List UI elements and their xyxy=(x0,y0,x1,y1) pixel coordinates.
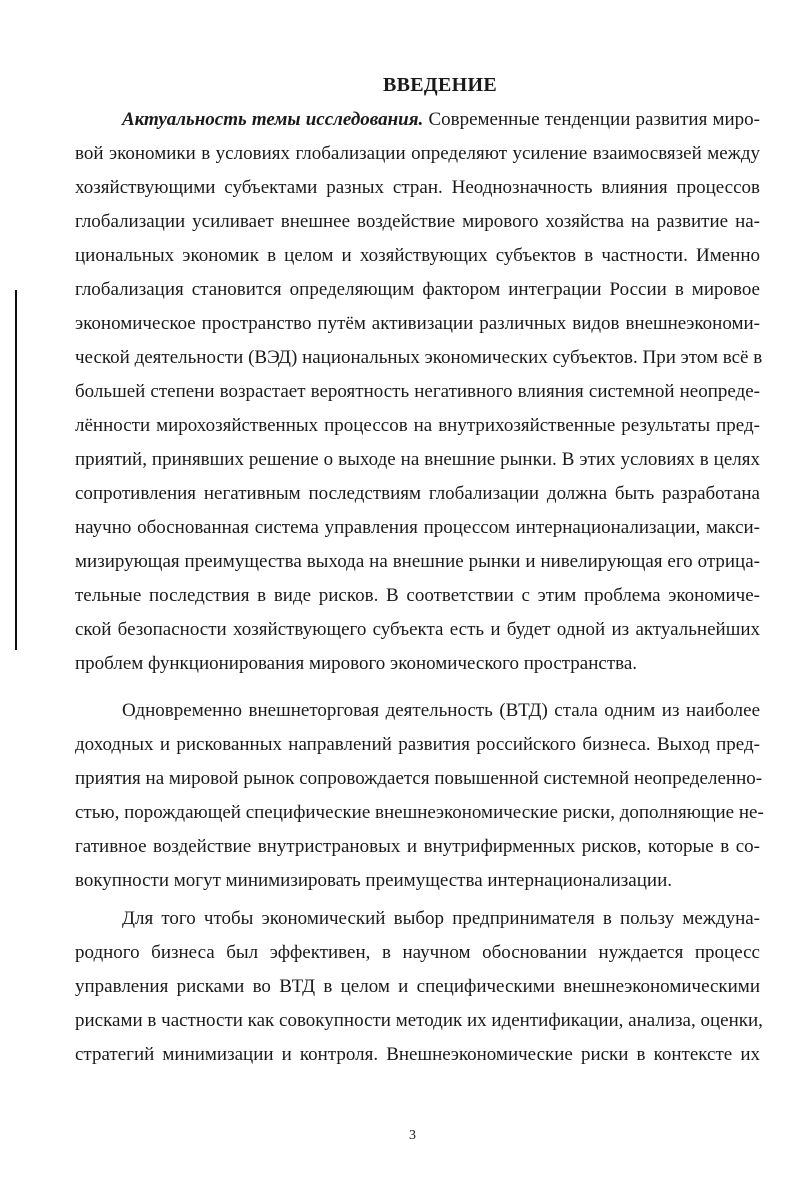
paragraph-line: стратегий минимизации и контроля. Внешнеэкономические риски в контексте их xyxy=(75,1044,760,1065)
paragraph-line: приятий, принявших решение о выходе на внешние рынки. В этих условиях в целях xyxy=(75,449,760,470)
paragraph-line: управления рисками во ВТД в целом и специфическими внешнеэкономическими xyxy=(75,976,760,997)
paragraph-line: приятия на мировой рынок сопровождается повышенной системной неопределенно- xyxy=(75,768,763,789)
paragraph-line: родного бизнеса был эффективен, в научном обосновании нуждается процесс xyxy=(75,942,760,963)
paragraph-line-text: Современные тенденции развития миро- xyxy=(423,109,760,130)
paragraph-line: ческой деятельности (ВЭД) национальных экономических субъектов. При этом всё в xyxy=(75,347,763,368)
page-title: ВВЕДЕНИЕ xyxy=(383,74,497,96)
paragraph-line: рисками в частности как совокупности методик их идентификации, анализа, оценки, xyxy=(75,1010,763,1031)
paragraph-line: Одновременно внешнеторговая деятельность (ВТД) стала одним из наиболее xyxy=(122,700,760,721)
margin-line xyxy=(15,290,17,650)
page-number: 3 xyxy=(409,1128,416,1143)
paragraph-line: ской безопасности хозяйствующего субъекта есть и будет одной из актуальнейших xyxy=(75,619,760,640)
paragraph-line: сопротивления негативным последствиям глобализации должна быть разработана xyxy=(75,483,760,504)
paragraph-line: лённости мирохозяйственных процессов на внутрихозяйственные результаты пред- xyxy=(75,415,760,436)
paragraph-risk-management xyxy=(75,902,763,1072)
paragraph-line: доходных и рискованных направлений развития российского бизнеса. Выход пред- xyxy=(75,734,760,755)
paragraph-line: гативное воздействие внутристрановых и внутрифирменных рисков, которые в со- xyxy=(75,836,760,857)
paragraph-lead: Актуальность темы исследования. xyxy=(122,109,424,130)
paragraph-line: стью, порождающей специфические внешнеэкономические риски, дополняющие не- xyxy=(75,802,764,823)
paragraph-relevance xyxy=(75,103,763,681)
paragraph-line: циональных экономик в целом и хозяйствующих субъектов в частности. Именно xyxy=(75,245,760,266)
paragraph-line: большей степени возрастает вероятность негативного влияния системной неопреде- xyxy=(75,381,760,402)
paragraph-line: мизирующая преимущества выхода на внешние рынки и нивелирующая его отрица- xyxy=(75,551,760,572)
paragraph-line: глобализации усиливает внешнее воздействие мирового хозяйства на развитие на- xyxy=(75,211,760,232)
paragraph-line: научно обоснованная система управления процессом интернационализации, макси- xyxy=(75,517,760,538)
paragraph-line: вой экономики в условиях глобализации определяют усиление взаимосвязей между xyxy=(75,143,760,164)
paragraph-line: хозяйствующими субъектами разных стран. Неоднозначность влияния процессов xyxy=(75,177,760,198)
paragraph-line: тельные последствия в виде рисков. В соответствии с этим проблема экономиче- xyxy=(75,585,760,606)
paragraph-line: экономическое пространство путём активизации различных видов внешнеэкономи- xyxy=(75,313,760,334)
paragraph-line: проблем функционирования мирового экономического пространства. xyxy=(75,653,638,674)
paragraph-line: Для того чтобы экономический выбор предпринимателя в пользу междуна- xyxy=(122,908,760,929)
paragraph-line: вокупности могут минимизировать преимущества интернационализации. xyxy=(75,870,672,891)
paragraph-foreign-trade xyxy=(75,694,764,898)
paragraph-line: глобализация становится определяющим фактором интеграции России в мировое xyxy=(75,279,760,300)
paragraph-line xyxy=(75,103,760,137)
